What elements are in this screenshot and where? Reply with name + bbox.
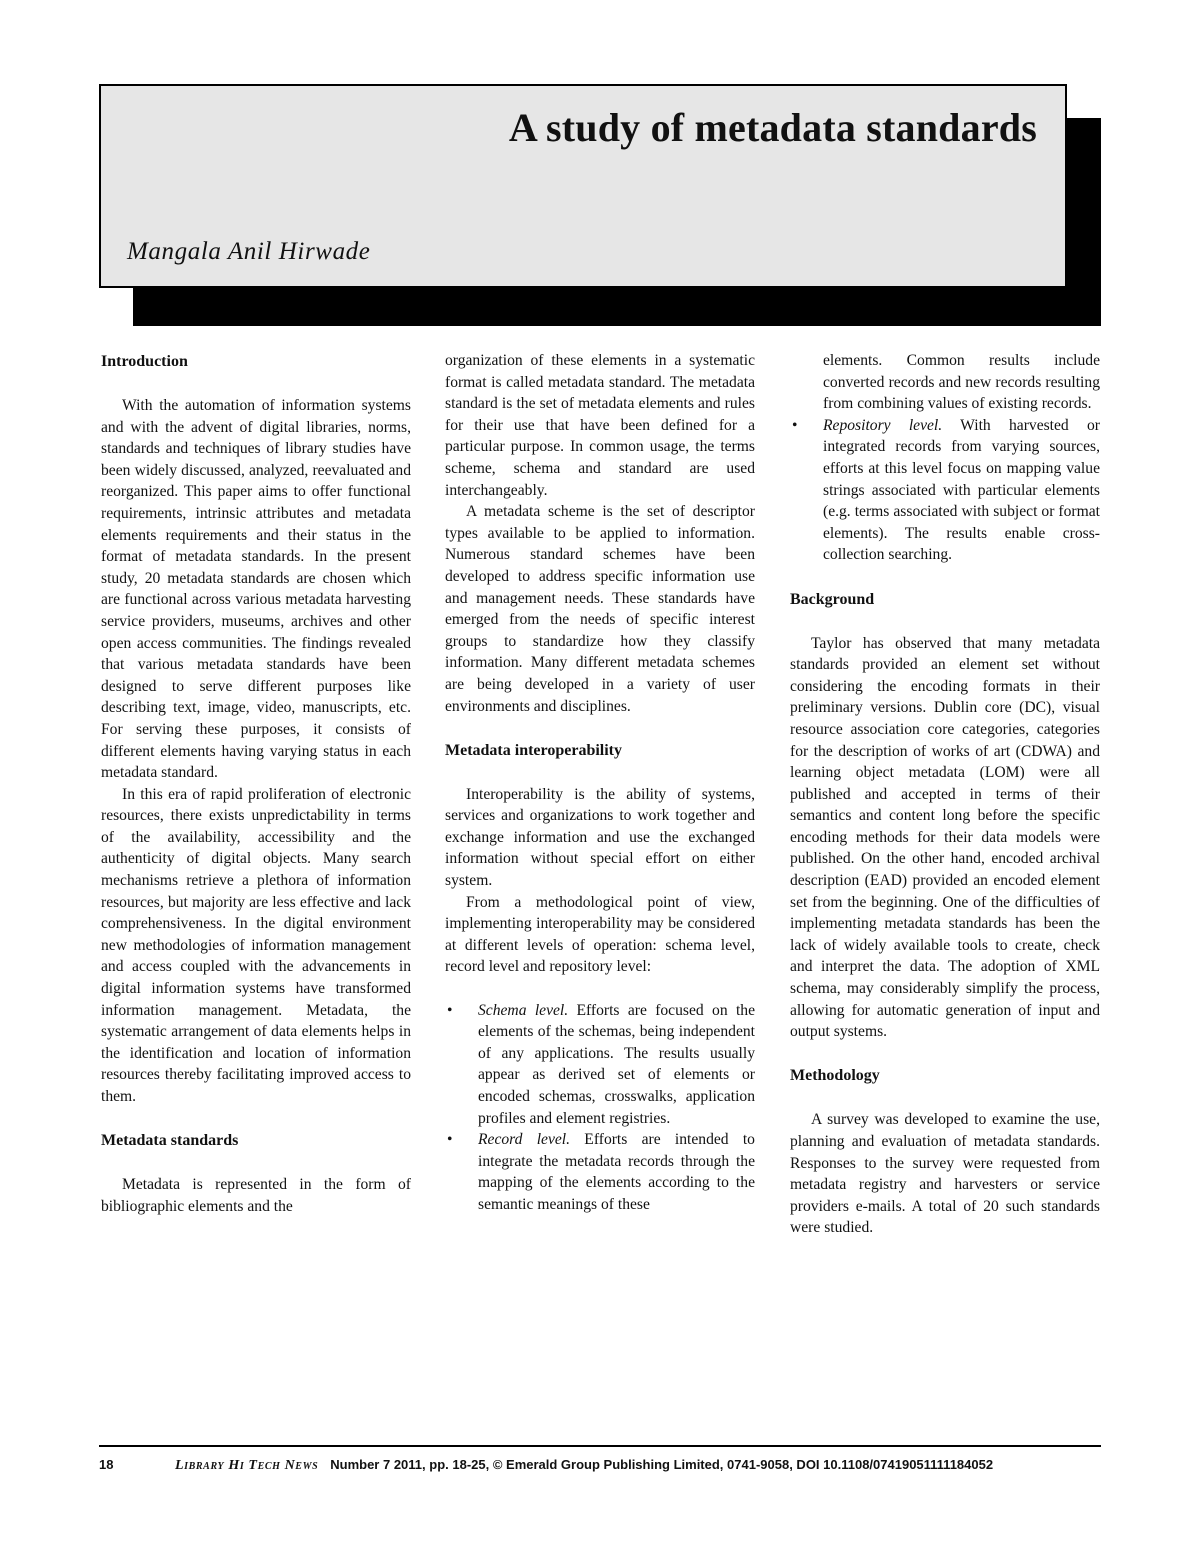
bullet-schema-level	[445, 1000, 755, 1130]
footer-rule	[99, 1445, 1101, 1447]
bullet-text: Efforts are focused on the elements of the schemas, being independent of any applications. The results usually appear as derived set of elements or encoded schemas, crosswalks, application profiles and element registries.	[478, 1001, 755, 1127]
bullet-term: Record level.	[478, 1131, 571, 1149]
bullet-term: Repository level.	[823, 416, 943, 434]
bullet-icon: •	[447, 1001, 453, 1019]
paragraph: organization of these elements in a systematic format is called metadata standard. The metadata standard is the set of metadata elements and rules for their use that have been defined for a particular purpose. In common usage, the terms scheme, schema and standard are used interchangeably.	[445, 352, 755, 499]
paragraph: From a methodological point of view, implementing interoperability may be considered at different levels of operation: schema level, record level and repository level:	[445, 893, 755, 976]
paragraph: In this era of rapid proliferation of electronic resources, there exists unpredictability in terms of the availability, accessibility and the authenticity of digital objects. Many search mechanisms retrieve a plethora of information resources, but majority are less effective and lack comprehensiveness. In the digital environment new methodologies of information management and access coupled with the advancements in digital information systems have transformed information management. Metadata, the systematic arrangement of data elements helps in the identification and location of information resources thereby facilitating improved access to them.	[101, 785, 411, 1105]
article-title: A study of metadata standards	[508, 105, 1037, 150]
column-1	[101, 350, 411, 1217]
paragraph: Interoperability is the ability of systems, services and organizations to work together and exchange information and use the exchanged information without special effort on either system.	[445, 785, 755, 890]
column-3	[790, 350, 1100, 1239]
bullet-record-level	[445, 1129, 755, 1215]
column-2	[445, 350, 755, 1216]
page-number: 18	[99, 1457, 114, 1472]
bullet-text: With harvested or integrated records from varying sources, efforts at this level focus on mapping value strings associated with particular elements (e.g. terms associated with subject or format elements). The results enable cross-collection searching.	[823, 416, 1100, 564]
paragraph: A metadata scheme is the set of descriptor types available to be applied to information. Numerous standard schemes have been developed to address specific information use and management needs. These standards have emerged from the needs of specific interest groups to standardize how they classify information. Many different metadata schemes are being developed in a variety of user environments and disciplines.	[445, 503, 755, 715]
paragraph: Metadata is represented in the form of bibliographic elements and the	[101, 1176, 411, 1215]
section-heading-metadata-standards: Metadata standards	[101, 1132, 239, 1150]
paragraph: Taylor has observed that many metadata standards provided an element set without considering the encoding formats in their preliminary versions. Dublin core (DC), visual resource association core categories, categories for the description of works of art (CDWA) and learning object metadata (LOM) were all published and accepted in terms of their semantics and content long before the specific encoding methods for their data models were published. On the other hand, encoded archival description (EAD) provided an encoded element set from the beginning. One of the difficulties of implementing metadata standards has been the lack of widely available tools to create, check and interpret the data. The adoption of XML schema, may considerably simplify the process, allowing for automatic generation of input and output systems.	[790, 634, 1100, 1041]
author-name: Mangala Anil Hirwade	[127, 238, 371, 265]
bullet-text: Efforts are intended to integrate the metadata records through the mapping of the elements according to the semantic meanings of these	[478, 1131, 755, 1213]
section-heading-background: Background	[790, 590, 875, 608]
article-header	[99, 84, 1067, 288]
paragraph: A survey was developed to examine the use, planning and evaluation of metadata standards. Responses to the survey were requested from metadata registry and harvesters or service providers e-mails. A total of 20 such standards were studied.	[790, 1111, 1100, 1237]
bullet-icon: •	[447, 1131, 453, 1149]
journal-name: Library Hi Tech News	[175, 1458, 319, 1473]
section-heading-metadata-interoperability: Metadata interoperability	[445, 741, 623, 759]
bullet-icon: •	[792, 416, 798, 434]
bullet-repository-level	[790, 415, 1100, 566]
bullet-term: Schema level.	[478, 1001, 569, 1019]
section-heading-methodology: Methodology	[790, 1067, 880, 1085]
paragraph: With the automation of information systems and with the advent of digital libraries, norms, standards and techniques of library studies have been widely discussed, analyzed, reevaluated and reorganized. This paper aims to offer functional requirements, intrinsic attributes and metadata elements requirements and their status in the format of metadata standards. In the present study, 20 metadata standards are chosen which are functional across various metadata harvesting service providers, museums, archives and other open access communities. The findings revealed that various metadata standards have been designed to serve different purposes like describing text, image, video, manuscripts, etc. For serving these purposes, it consists of different elements having varying status in each metadata standard.	[101, 397, 411, 782]
bullet-text: elements. Common results include converted records and new records resulting from combining values of existing records.	[823, 352, 1100, 413]
citation: Number 7 2011, pp. 18-25, © Emerald Group Publishing Limited, 0741-9058, DOI 10.1108/07419051111184052	[330, 1457, 994, 1472]
page-footer	[99, 1457, 1101, 1474]
bullet-record-level-continued	[790, 350, 1100, 415]
section-heading-introduction: Introduction	[101, 353, 188, 370]
